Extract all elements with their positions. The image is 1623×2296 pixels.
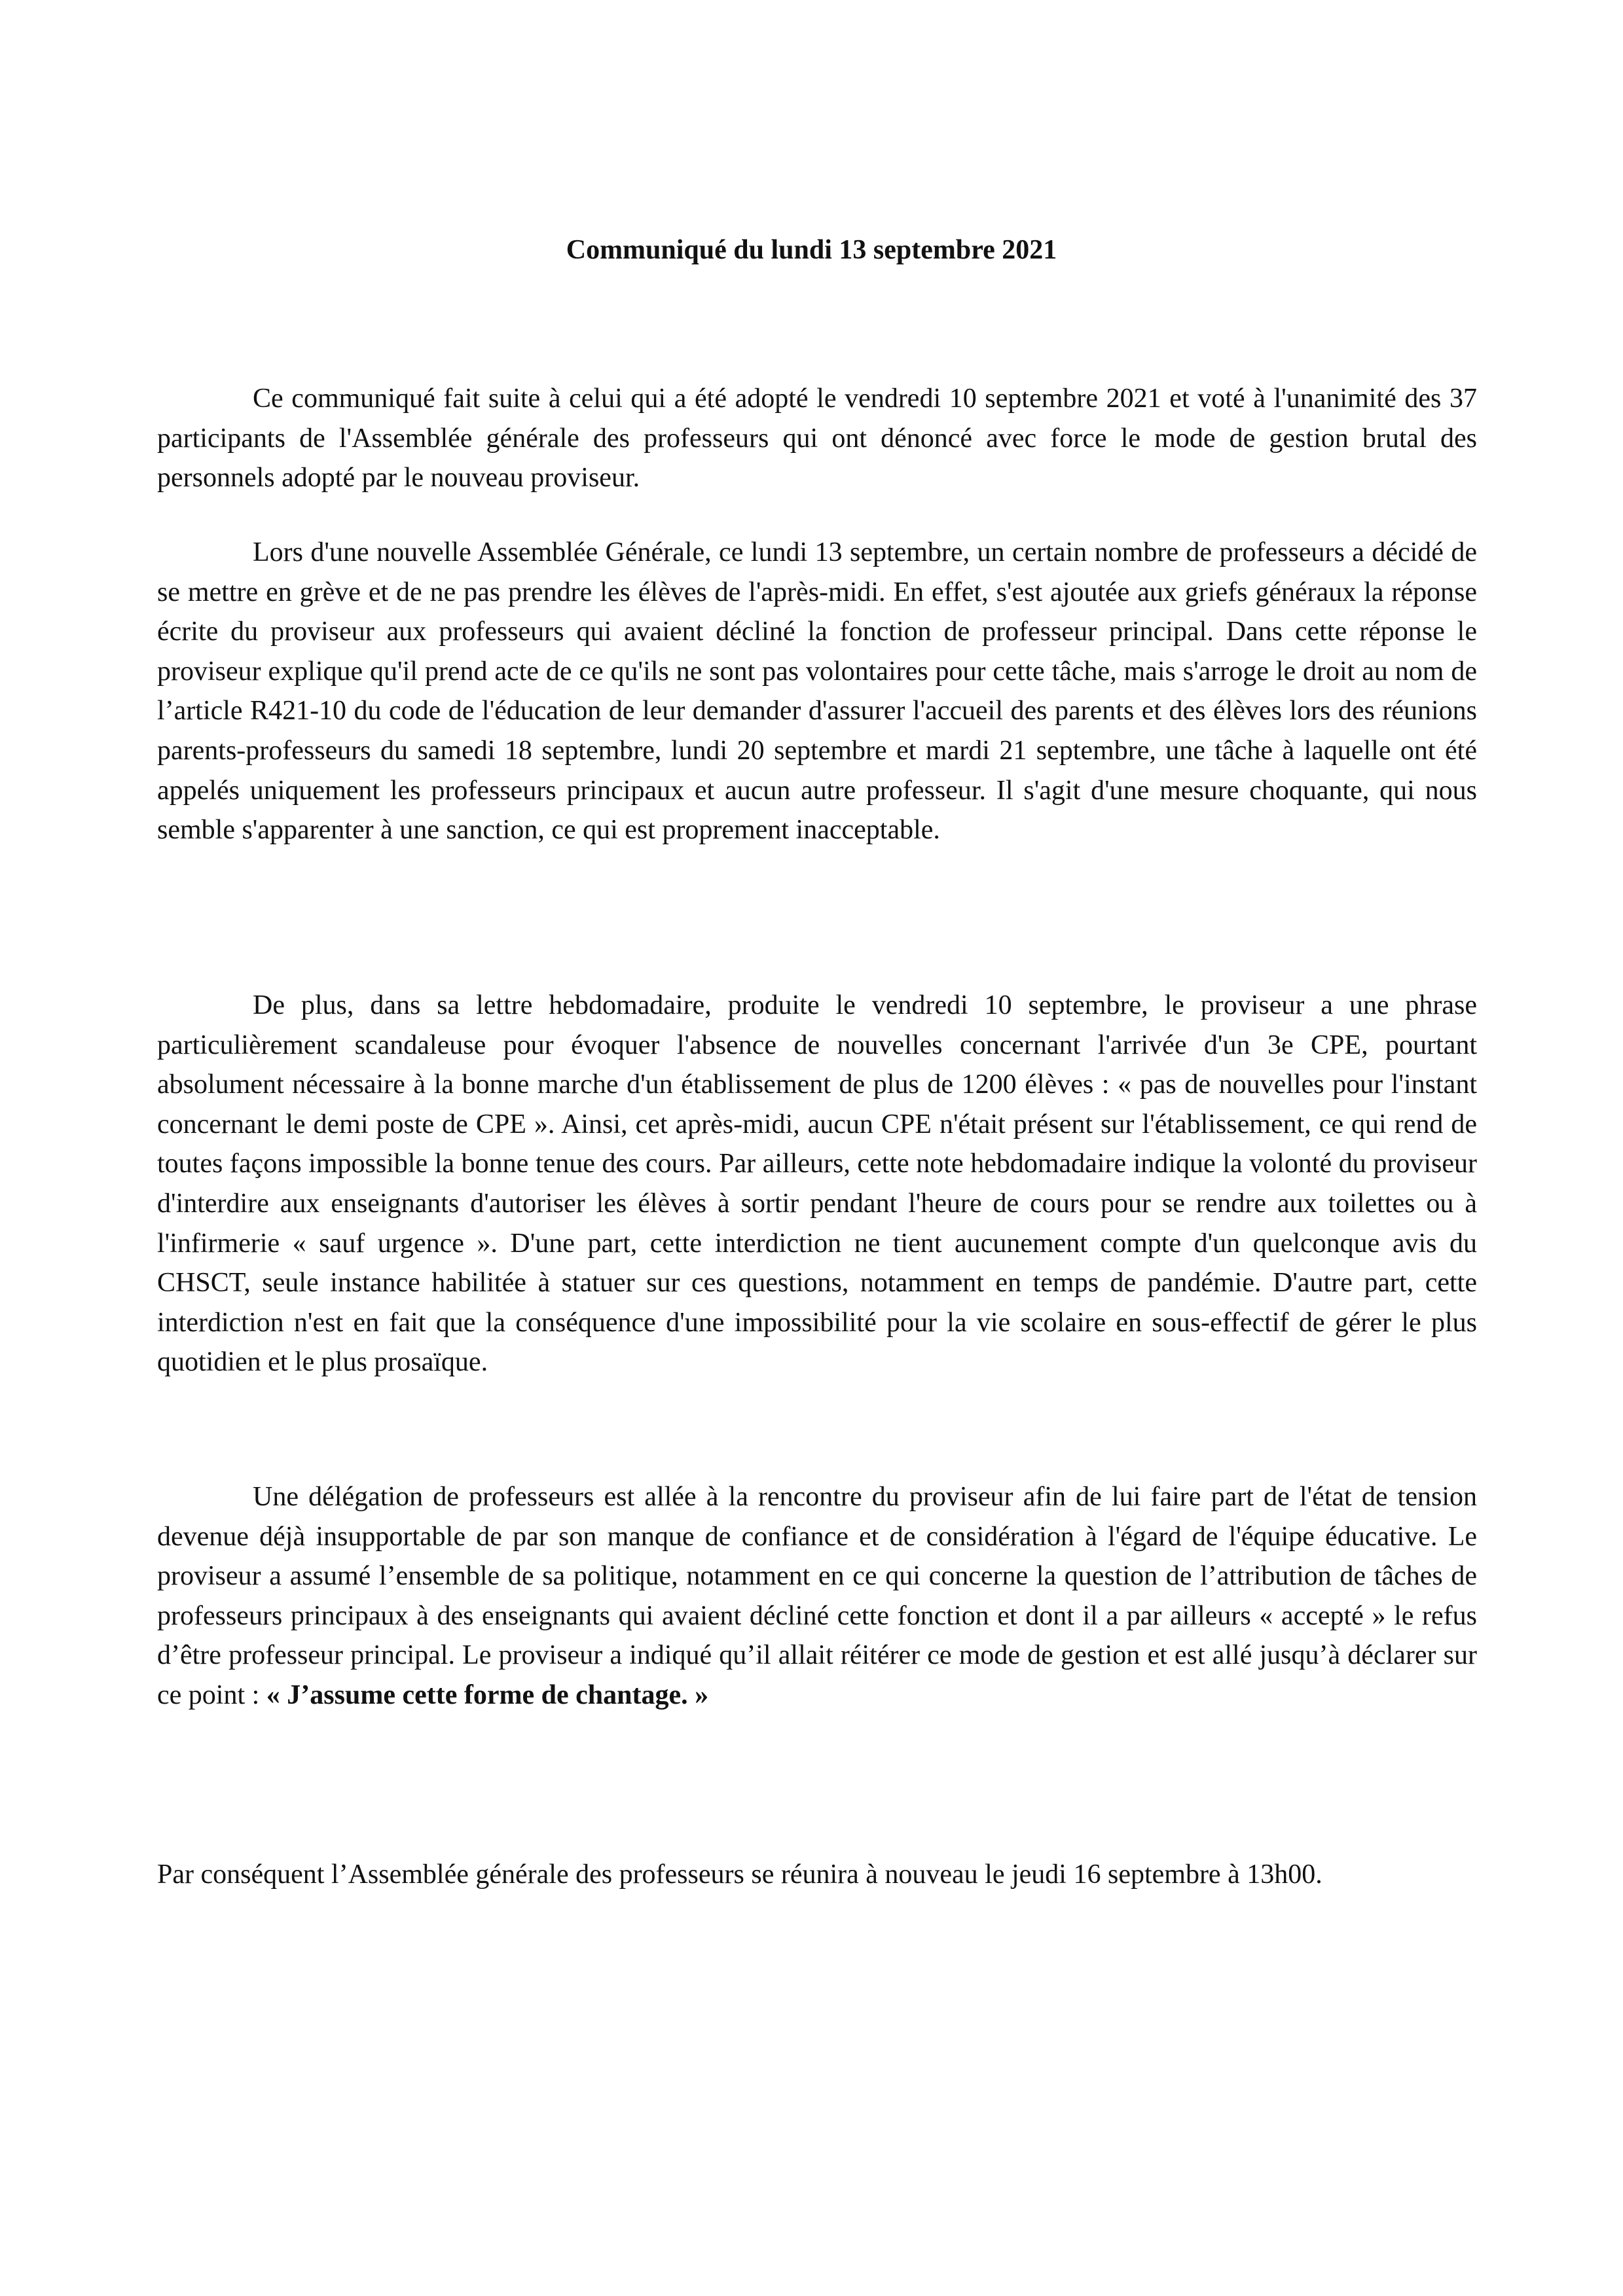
bold-quote: « J’assume cette forme de chantage. » [266, 1679, 709, 1710]
paragraph-1: Ce communiqué fait suite à celui qui a été adopté le vendredi 10 septembre 2021 et voté à l'unanimité des 37 participants de l'Assemblée générale des professeurs qui ont dénoncé avec force le mode de gestion brutal des personnels adopté par le nouveau proviseur. [157, 384, 1477, 493]
paragraph-2: Lors d'une nouvelle Assemblée Générale, ce lundi 13 septembre, un certain nombre de professeurs a décidé de se mettre en grève et de ne pas prendre les élèves de l'après-midi. En effet, s'est ajoutée aux griefs généraux la réponse écrite du proviseur aux professeurs qui avaient décliné la fonction de professeur principal. Dans cette réponse le proviseur explique qu'il prend acte de ce qu'ils ne sont pas volontaires pour cette tâche, mais s'arroge le droit au nom de l’article R421-10 du code de l'éducation de leur demander d'assurer l'accueil des parents et des élèves lors des réunions parents-professeurs du samedi 18 septembre, lundi 20 septembre et mardi 21 septembre, une tâche à laquelle ont été appelés uniquement les professeurs principaux et aucun autre professeur. Il s'agit d'une mesure choquante, qui nous semble s'apparenter à une sanction, ce qui est proprement inacceptable. [157, 537, 1477, 846]
paragraph-5: Par conséquent l’Assemblée générale des professeurs se réunira à nouveau le jeudi 16 septembre à 13h00. [157, 1859, 1322, 1890]
paragraph-4 [157, 1477, 1477, 1715]
document-title: Communiqué du lundi 13 septembre 2021 [566, 235, 1057, 265]
paragraph-3: De plus, dans sa lettre hebdomadaire, produite le vendredi 10 septembre, le proviseur a une phrase particulièrement scandaleuse pour évoquer l'absence de nouvelles concernant l'arrivée d'un 3e CPE, pourtant absolument nécessaire à la bonne marche d'un établissement de plus de 1200 élèves : « pas de nouvelles pour l'instant concernant le demi poste de CPE ». Ainsi, cet après-midi, aucun CPE n'était présent sur l'établissement, ce qui rend de toutes façons impossible la bonne tenue des cours. Par ailleurs, cette note hebdomadaire indique la volonté du proviseur d'interdire aux enseignants d'autoriser les élèves à sortir pendant l'heure de cours pour se rendre aux toilettes ou à l'infirmerie « sauf urgence ». D'une part, cette interdiction ne tient aucunement compte d'un quelconque avis du CHSCT, seule instance habilitée à statuer sur ces questions, notamment en temps de pandémie. D'autre part, cette interdiction n'est en fait que la conséquence d'une impossibilité pour la vie scolaire en sous-effectif de gérer le plus quotidien et le plus prosaïque. [157, 990, 1477, 1378]
paragraph-4-text: Une délégation de professeurs est allée à la rencontre du proviseur afin de lui faire part de l'état de tension devenue déjà insupportable de par son manque de confiance et de considération à l'égard de l'équipe éducative. Le proviseur a assumé l’ensemble de sa politique, notamment en ce qui concerne la question de l’attribution de tâches de professeurs principaux à des enseignants qui avaient décliné cette fonction et dont il a par ailleurs « accepté » le refus d’être professeur principal. Le proviseur a indiqué qu’il allait réitérer ce mode de gestion et est allé jusqu’à déclarer sur ce point : [157, 1482, 1477, 1710]
